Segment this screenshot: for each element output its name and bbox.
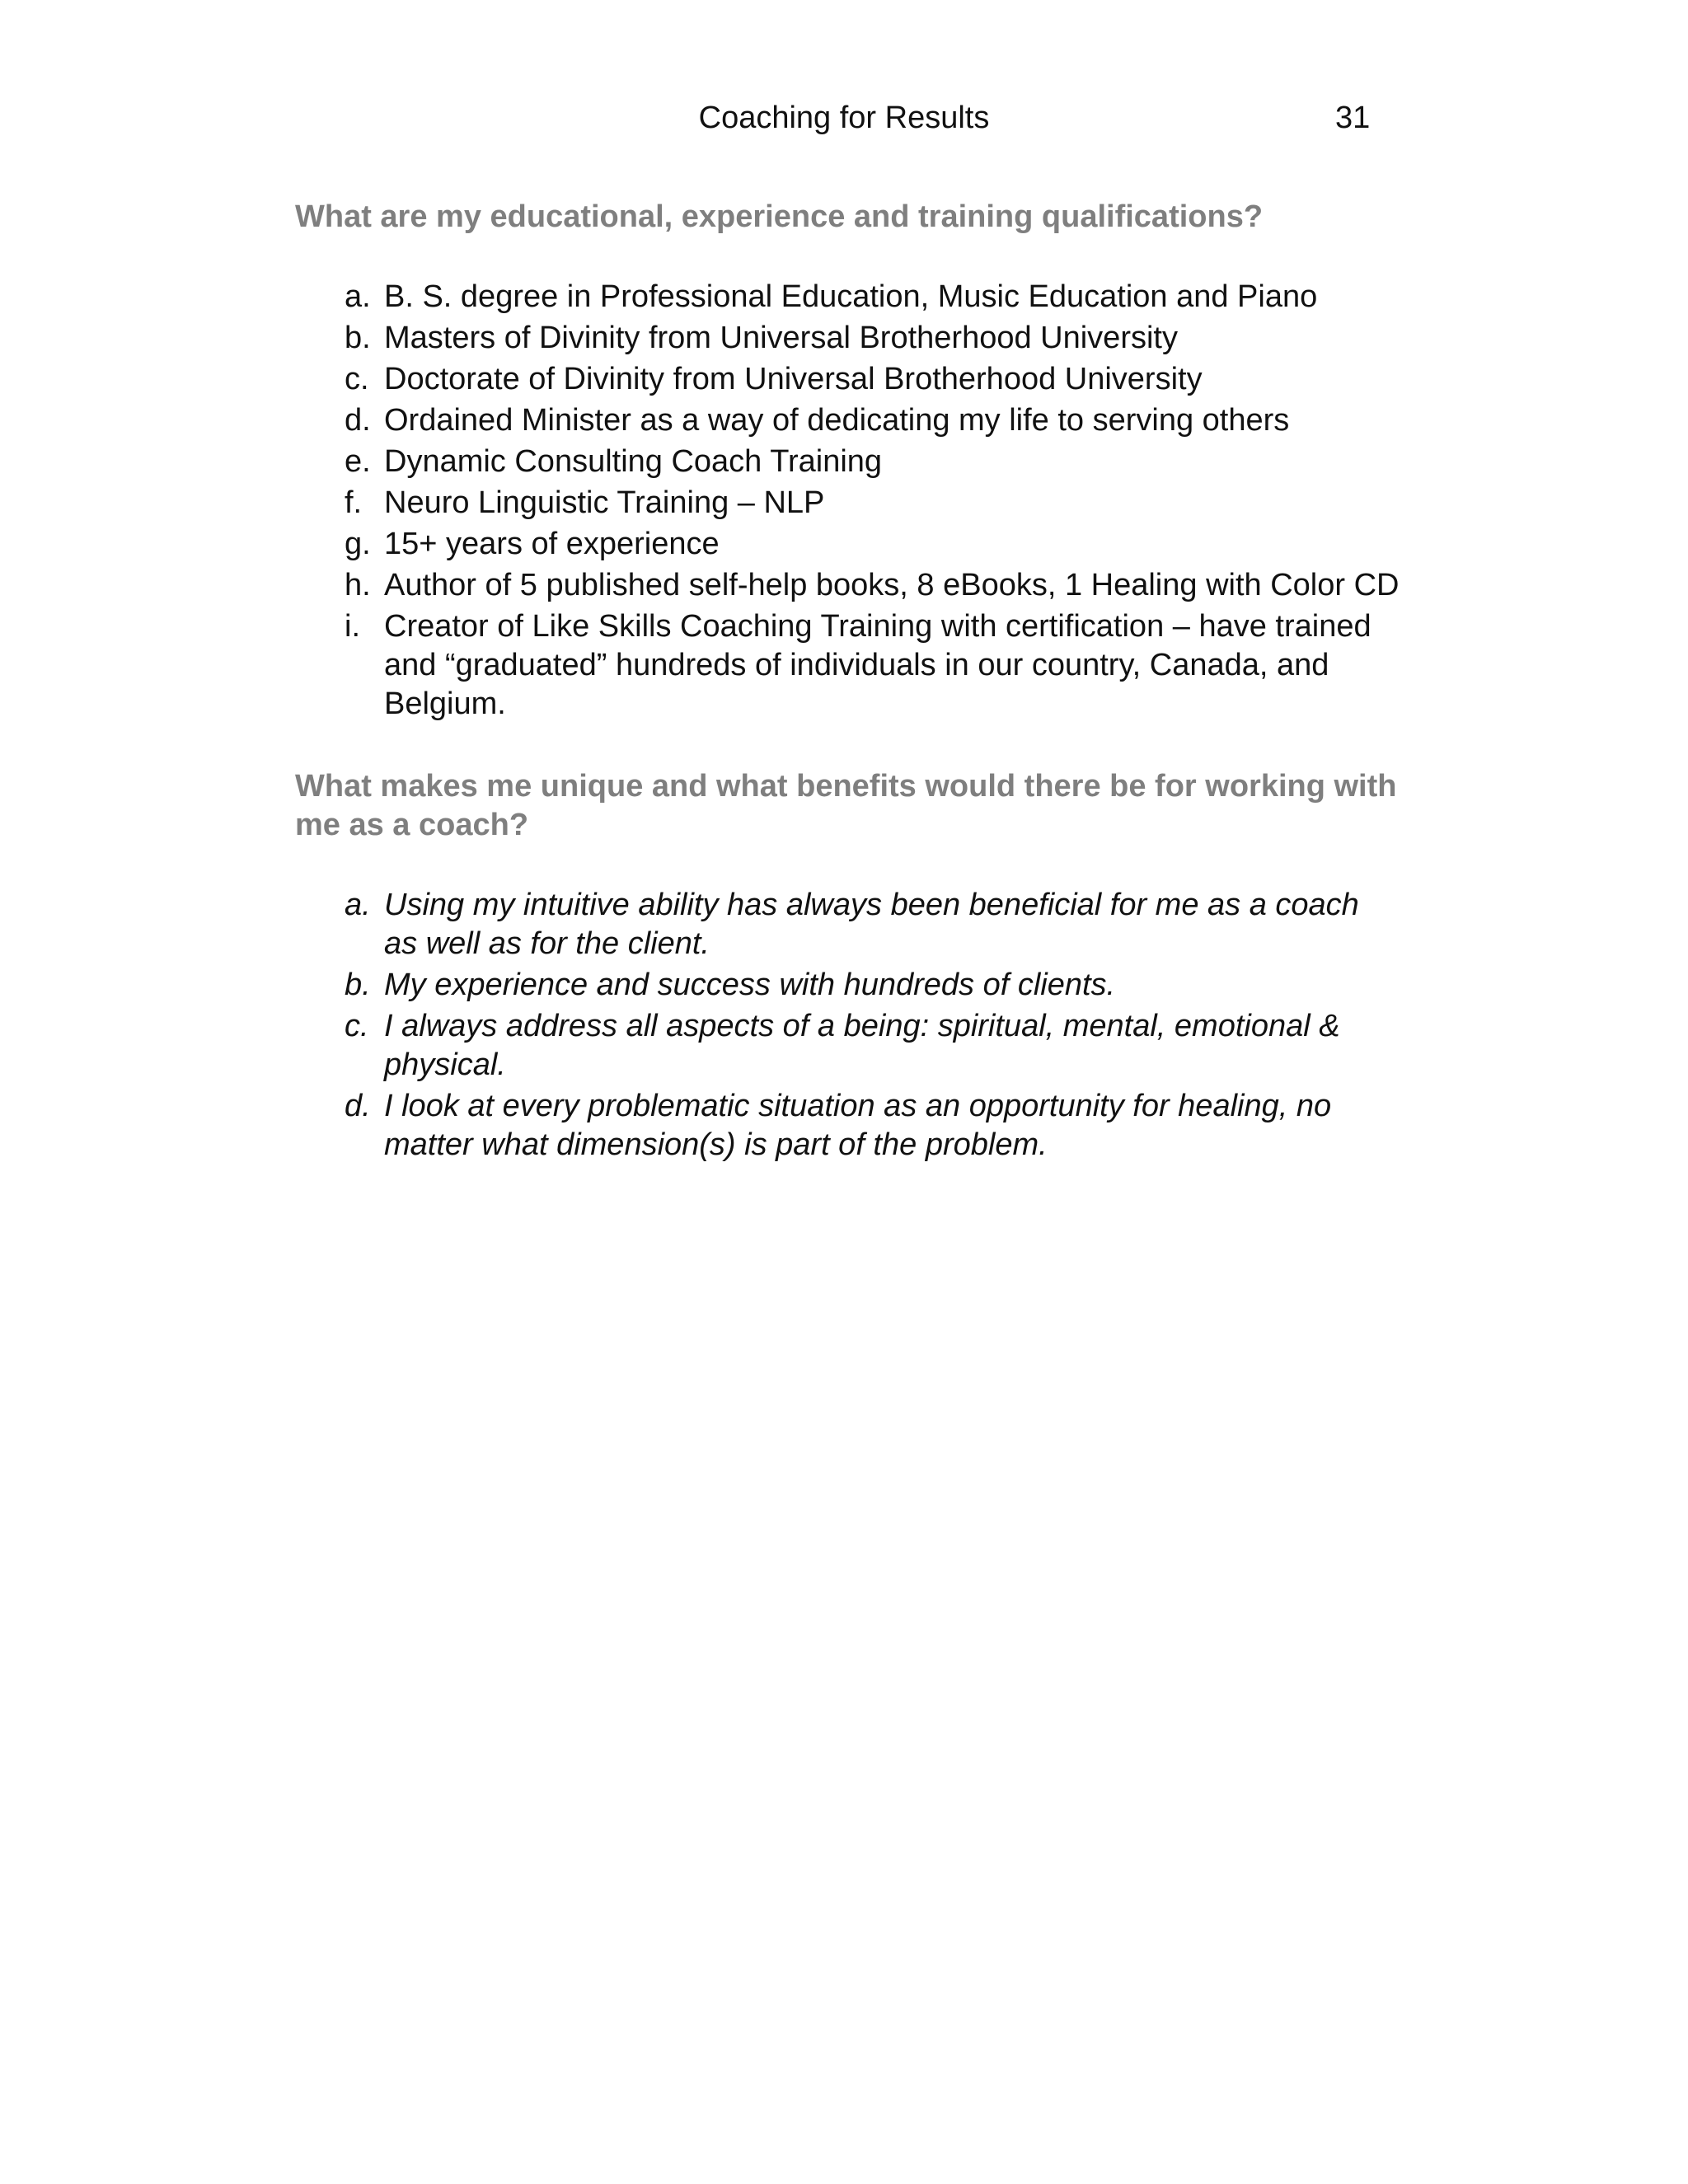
list-marker: c. — [345, 1009, 369, 1043]
list-item — [295, 525, 1400, 564]
list-item-text: Ordained Minister as a way of dedicating my life to serving others — [384, 403, 1290, 438]
running-header-title: Coaching for Results — [698, 101, 990, 135]
benefits-list — [295, 886, 1400, 1165]
list-item-text: Using my intuitive ability has always been beneficial for me as a coach as well as for the client. — [384, 888, 1359, 961]
list-item — [295, 1007, 1400, 1085]
page-body — [295, 198, 1400, 1167]
list-item-text: I look at every problematic situation as an opportunity for healing, no matter what dimension(s) is part of the problem. — [384, 1089, 1332, 1162]
list-item-text: Neuro Linguistic Training – NLP — [384, 485, 825, 520]
list-marker: b. — [345, 321, 371, 355]
list-marker: g. — [345, 527, 371, 561]
list-item — [295, 443, 1400, 481]
page-number: 31 — [1335, 101, 1371, 135]
list-item — [295, 966, 1400, 1005]
list-item — [295, 886, 1400, 963]
list-marker: b. — [345, 968, 371, 1002]
list-item — [295, 1087, 1400, 1165]
list-marker: i. — [345, 609, 360, 644]
list-item — [295, 319, 1400, 358]
list-marker: h. — [345, 568, 371, 602]
list-marker: a. — [345, 888, 371, 922]
page-header — [0, 97, 1688, 138]
list-marker: c. — [345, 362, 369, 396]
list-item-text: My experience and success with hundreds of clients. — [384, 968, 1116, 1002]
list-item — [295, 360, 1400, 399]
list-item-text: B. S. degree in Professional Education, Music Education and Piano — [384, 279, 1318, 314]
list-item-text: Doctorate of Divinity from Universal Brotherhood University — [384, 362, 1203, 396]
list-item — [295, 566, 1400, 605]
list-item-text: 15+ years of experience — [384, 527, 720, 561]
list-marker: d. — [345, 403, 371, 438]
list-item — [295, 401, 1400, 440]
section-heading-unique-benefits: What makes me unique and what benefits would there be for working with me as a coach? — [295, 769, 1397, 842]
list-item-text: Author of 5 published self-help books, 8 eBooks, 1 Healing with Color CD — [384, 568, 1400, 602]
list-item-text: Masters of Divinity from Universal Brotherhood University — [384, 321, 1178, 355]
qualifications-list — [295, 278, 1400, 724]
list-marker: f. — [345, 485, 363, 520]
list-marker: e. — [345, 444, 371, 479]
list-item — [295, 607, 1400, 724]
list-item-text: Creator of Like Skills Coaching Training with certification – have trained and “graduated” hundreds of individuals in our country, Canada, and Belgium. — [384, 609, 1372, 721]
list-item — [295, 278, 1400, 316]
list-marker: d. — [345, 1089, 371, 1123]
section-heading-qualifications: What are my educational, experience and training qualifications? — [295, 199, 1264, 234]
list-item-text: I always address all aspects of a being: spiritual, mental, emotional & physical. — [384, 1009, 1340, 1082]
list-item-text: Dynamic Consulting Coach Training — [384, 444, 883, 479]
list-item — [295, 484, 1400, 523]
list-marker: a. — [345, 279, 371, 314]
